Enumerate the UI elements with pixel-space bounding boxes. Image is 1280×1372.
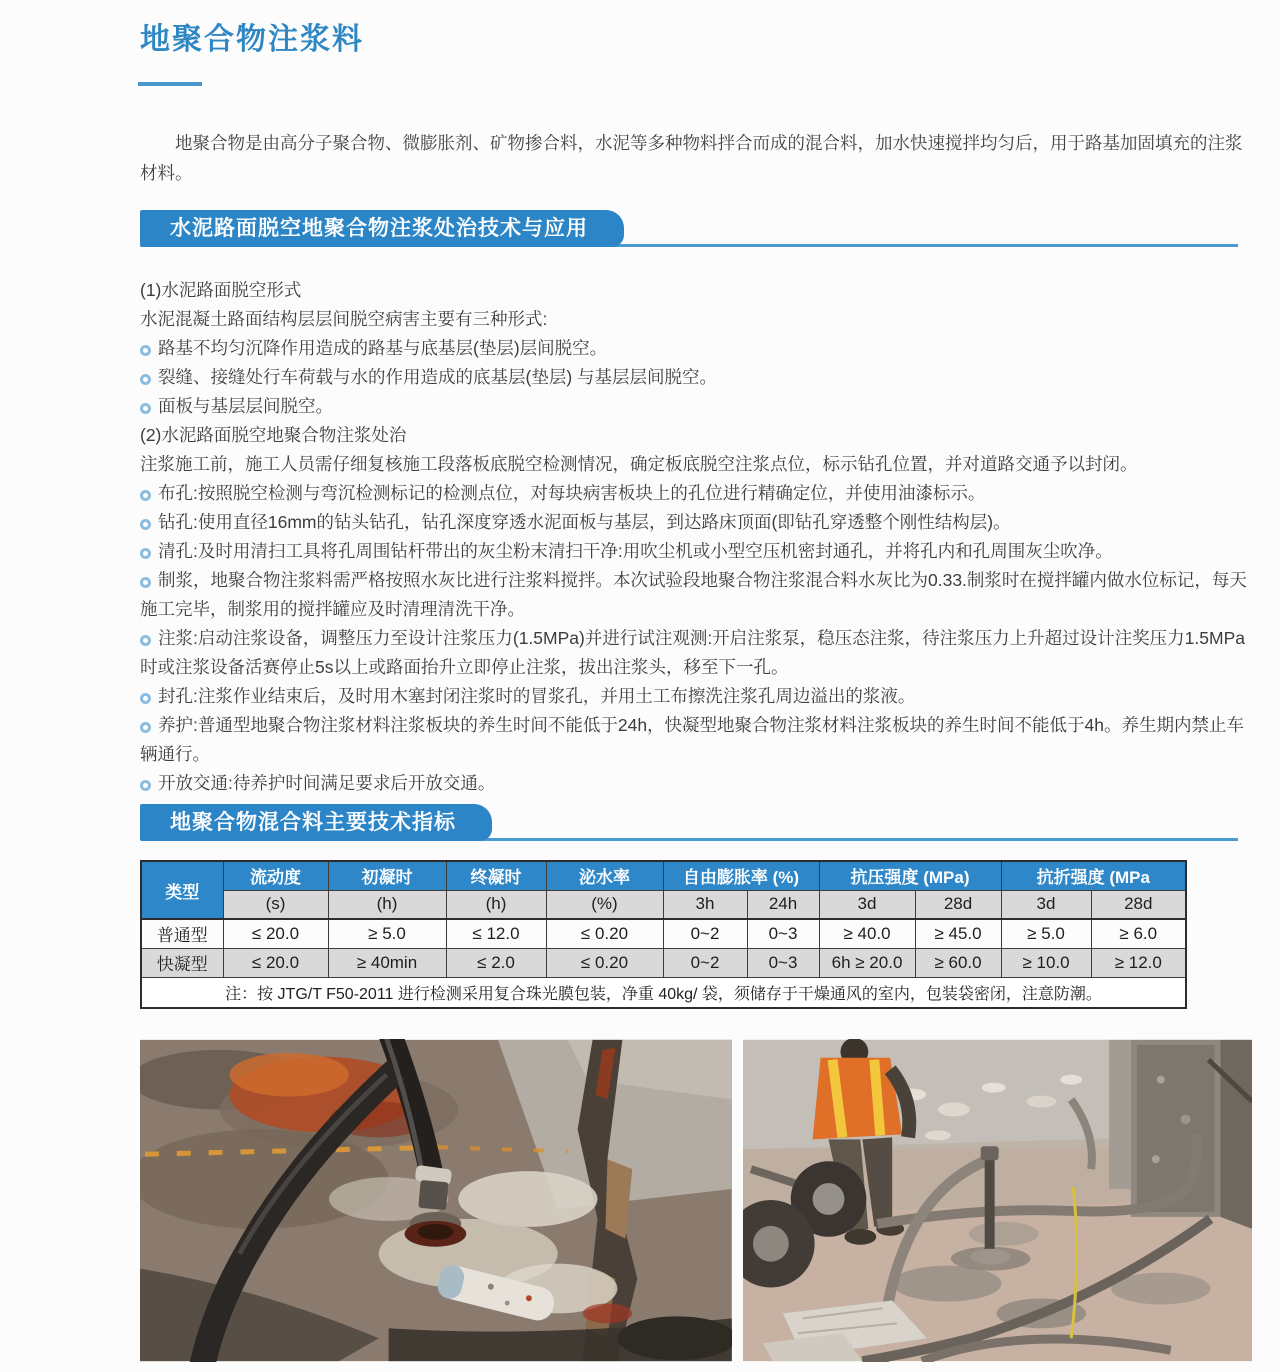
ring-bullet-icon [140,403,151,414]
bullet-item: 裂缝、接缝处行车荷载与水的作用造成的底基层(垫层) 与基层层间脱空。 [140,363,1252,392]
unit-header: (h) [446,890,546,919]
value-cell: ≥ 60.0 [915,948,1001,977]
row-type-cell: 快凝型 [141,948,223,977]
row-type-cell: 普通型 [141,919,223,948]
unit-header: (h) [328,890,446,919]
table-footnote: 注：按 JTG/T F50-2011 进行检测采用复合珠光膜包装，净重 40kg/ 袋，须储存于干燥通风的室内，包装袋密闭，注意防潮。 [141,977,1186,1008]
ring-bullet-icon [140,490,151,501]
section1-header [140,210,1252,250]
value-cell: ≤ 2.0 [446,948,546,977]
value-cell: ≥ 5.0 [328,919,446,948]
column-header: 抗折强度 (MPa [1001,861,1186,890]
ring-bullet-icon [140,519,151,530]
value-cell: ≥ 45.0 [915,919,1001,948]
column-header: 泌水率 [546,861,663,890]
photo-row [140,1039,1252,1362]
bullet-item: 养护:普通型地聚合物注浆材料注浆板块的养生时间不能低于24h，快凝型地聚合物注浆材料注浆板块的养生时间不能低于4h。养生期内禁止车辆通行。 [140,715,1245,764]
unit-header: 28d [915,890,1001,919]
value-cell: 0~3 [747,948,819,977]
grouting-hose-in-pavement-photo [140,1039,732,1362]
page-title: 地聚合物注浆料 [140,23,364,56]
column-header: 自由膨胀率 (%) [663,861,819,890]
intro-paragraph: 地聚合物是由高分子聚合物、微膨胀剂、矿物掺合料，水泥等多种物料拌合而成的混合料，加水快速搅拌均匀后，用于路基加固填充的注浆材料。 [140,133,1243,183]
text-line: (2)水泥路面脱空地聚合物注浆处治 [140,425,407,445]
title-underline [138,82,202,86]
table-row [141,948,1186,977]
section2-header [140,804,1252,844]
value-cell: ≥ 5.0 [1001,919,1091,948]
value-cell: ≤ 0.20 [546,919,663,948]
bullet-item: 制浆，地聚合物注浆料需严格按照水灰比进行注浆料搅拌。本次试验段地聚合物注浆混合料水灰比为0.33.制浆时在搅拌罐内做水位标记，每天施工完毕，制浆用的搅拌罐应及时清理清洗干净。 [140,570,1247,619]
column-header: 类型 [141,861,223,919]
spec-table-body [141,919,1186,1008]
value-cell: ≤ 12.0 [446,919,546,948]
value-cell: ≥ 10.0 [1001,948,1091,977]
unit-header: 24h [747,890,819,919]
value-cell: ≥ 40.0 [819,919,915,948]
text-line: 水泥混凝土路面结构层层间脱空病害主要有三种形式: [140,309,548,329]
value-cell: ≤ 0.20 [546,948,663,977]
value-cell: ≥ 6.0 [1091,919,1186,948]
text-line: (1)水泥路面脱空形式 [140,280,302,300]
value-cell: ≤ 20.0 [223,919,328,948]
ring-bullet-icon [140,345,151,356]
bullet-item: 路基不均匀沉降作用造成的路基与底基层(垫层)层间脱空。 [140,334,1252,363]
bullet-item: 布孔:按照脱空检测与弯沉检测标记的检测点位，对每块病害板块上的孔位进行精确定位，并使用油漆标示。 [140,479,1252,508]
table-row [141,919,1186,948]
unit-header: 3d [819,890,915,919]
bullet-item: 封孔:注浆作业结束后，及时用木塞封闭注浆时的冒浆孔，并用土工布擦洗注浆孔周边溢出的浆液。 [140,682,1252,711]
ring-bullet-icon [140,635,151,646]
column-header: 初凝时 [328,861,446,890]
unit-header: 3d [1001,890,1091,919]
value-cell: 0~3 [747,919,819,948]
value-cell: ≥ 40min [328,948,446,977]
value-cell: ≤ 20.0 [223,948,328,977]
ring-bullet-icon [140,577,151,588]
value-cell: 6h ≥ 20.0 [819,948,915,977]
bullet-item: 钻孔:使用直径16mm的钻头钻孔，钻孔深度穿透水泥面板与基层，到达路床顶面(即钻孔穿透整个刚性结构层)。 [140,508,1252,537]
bullet-item: 清孔:及时用清扫工具将孔周围钻杆带出的灰尘粉末清扫干净:用吹尘机或小型空压机密封通孔，并将孔内和孔周围灰尘吹净。 [140,537,1252,566]
ring-bullet-icon [140,780,151,791]
ring-bullet-icon [140,722,151,733]
unit-header: (%) [546,890,663,919]
unit-header: 28d [1091,890,1186,919]
ring-bullet-icon [140,693,151,704]
value-cell: ≥ 12.0 [1091,948,1186,977]
grouting-site-equipment-photo [743,1039,1252,1362]
ring-bullet-icon [140,374,151,385]
section2-banner: 地聚合物混合料主要技术指标 [140,804,492,841]
bullet-item: 开放交通:待养护时间满足要求后开放交通。 [140,769,1252,798]
column-header: 终凝时 [446,861,546,890]
spec-table-head [141,861,1186,919]
spec-table [140,860,1187,1009]
section1-banner: 水泥路面脱空地聚合物注浆处治技术与应用 [140,210,624,247]
ring-bullet-icon [140,548,151,559]
column-header: 抗压强度 (MPa) [819,861,1001,890]
unit-header: 3h [663,890,747,919]
unit-header: (s) [223,890,328,919]
section1-body [140,276,1252,798]
bullet-item: 面板与基层层间脱空。 [140,392,1252,421]
footnote-row [141,977,1186,1008]
bullet-item: 注浆:启动注浆设备，调整压力至设计注浆压力(1.5MPa)并进行试注观测:开启注浆泵，稳压态注浆，待注浆压力上升超过设计注奖压力1.5MPa时或注浆设备活赛停止5s以上或路面抬升立即停止注浆，拔出注浆头，移至下一孔。 [140,628,1245,677]
value-cell: 0~2 [663,948,747,977]
value-cell: 0~2 [663,919,747,948]
text-line: 注浆施工前，施工人员需仔细复核施工段落板底脱空检测情况，确定板底脱空注浆点位，标示钻孔位置，并对道路交通予以封闭。 [140,454,1138,474]
column-header: 流动度 [223,861,328,890]
